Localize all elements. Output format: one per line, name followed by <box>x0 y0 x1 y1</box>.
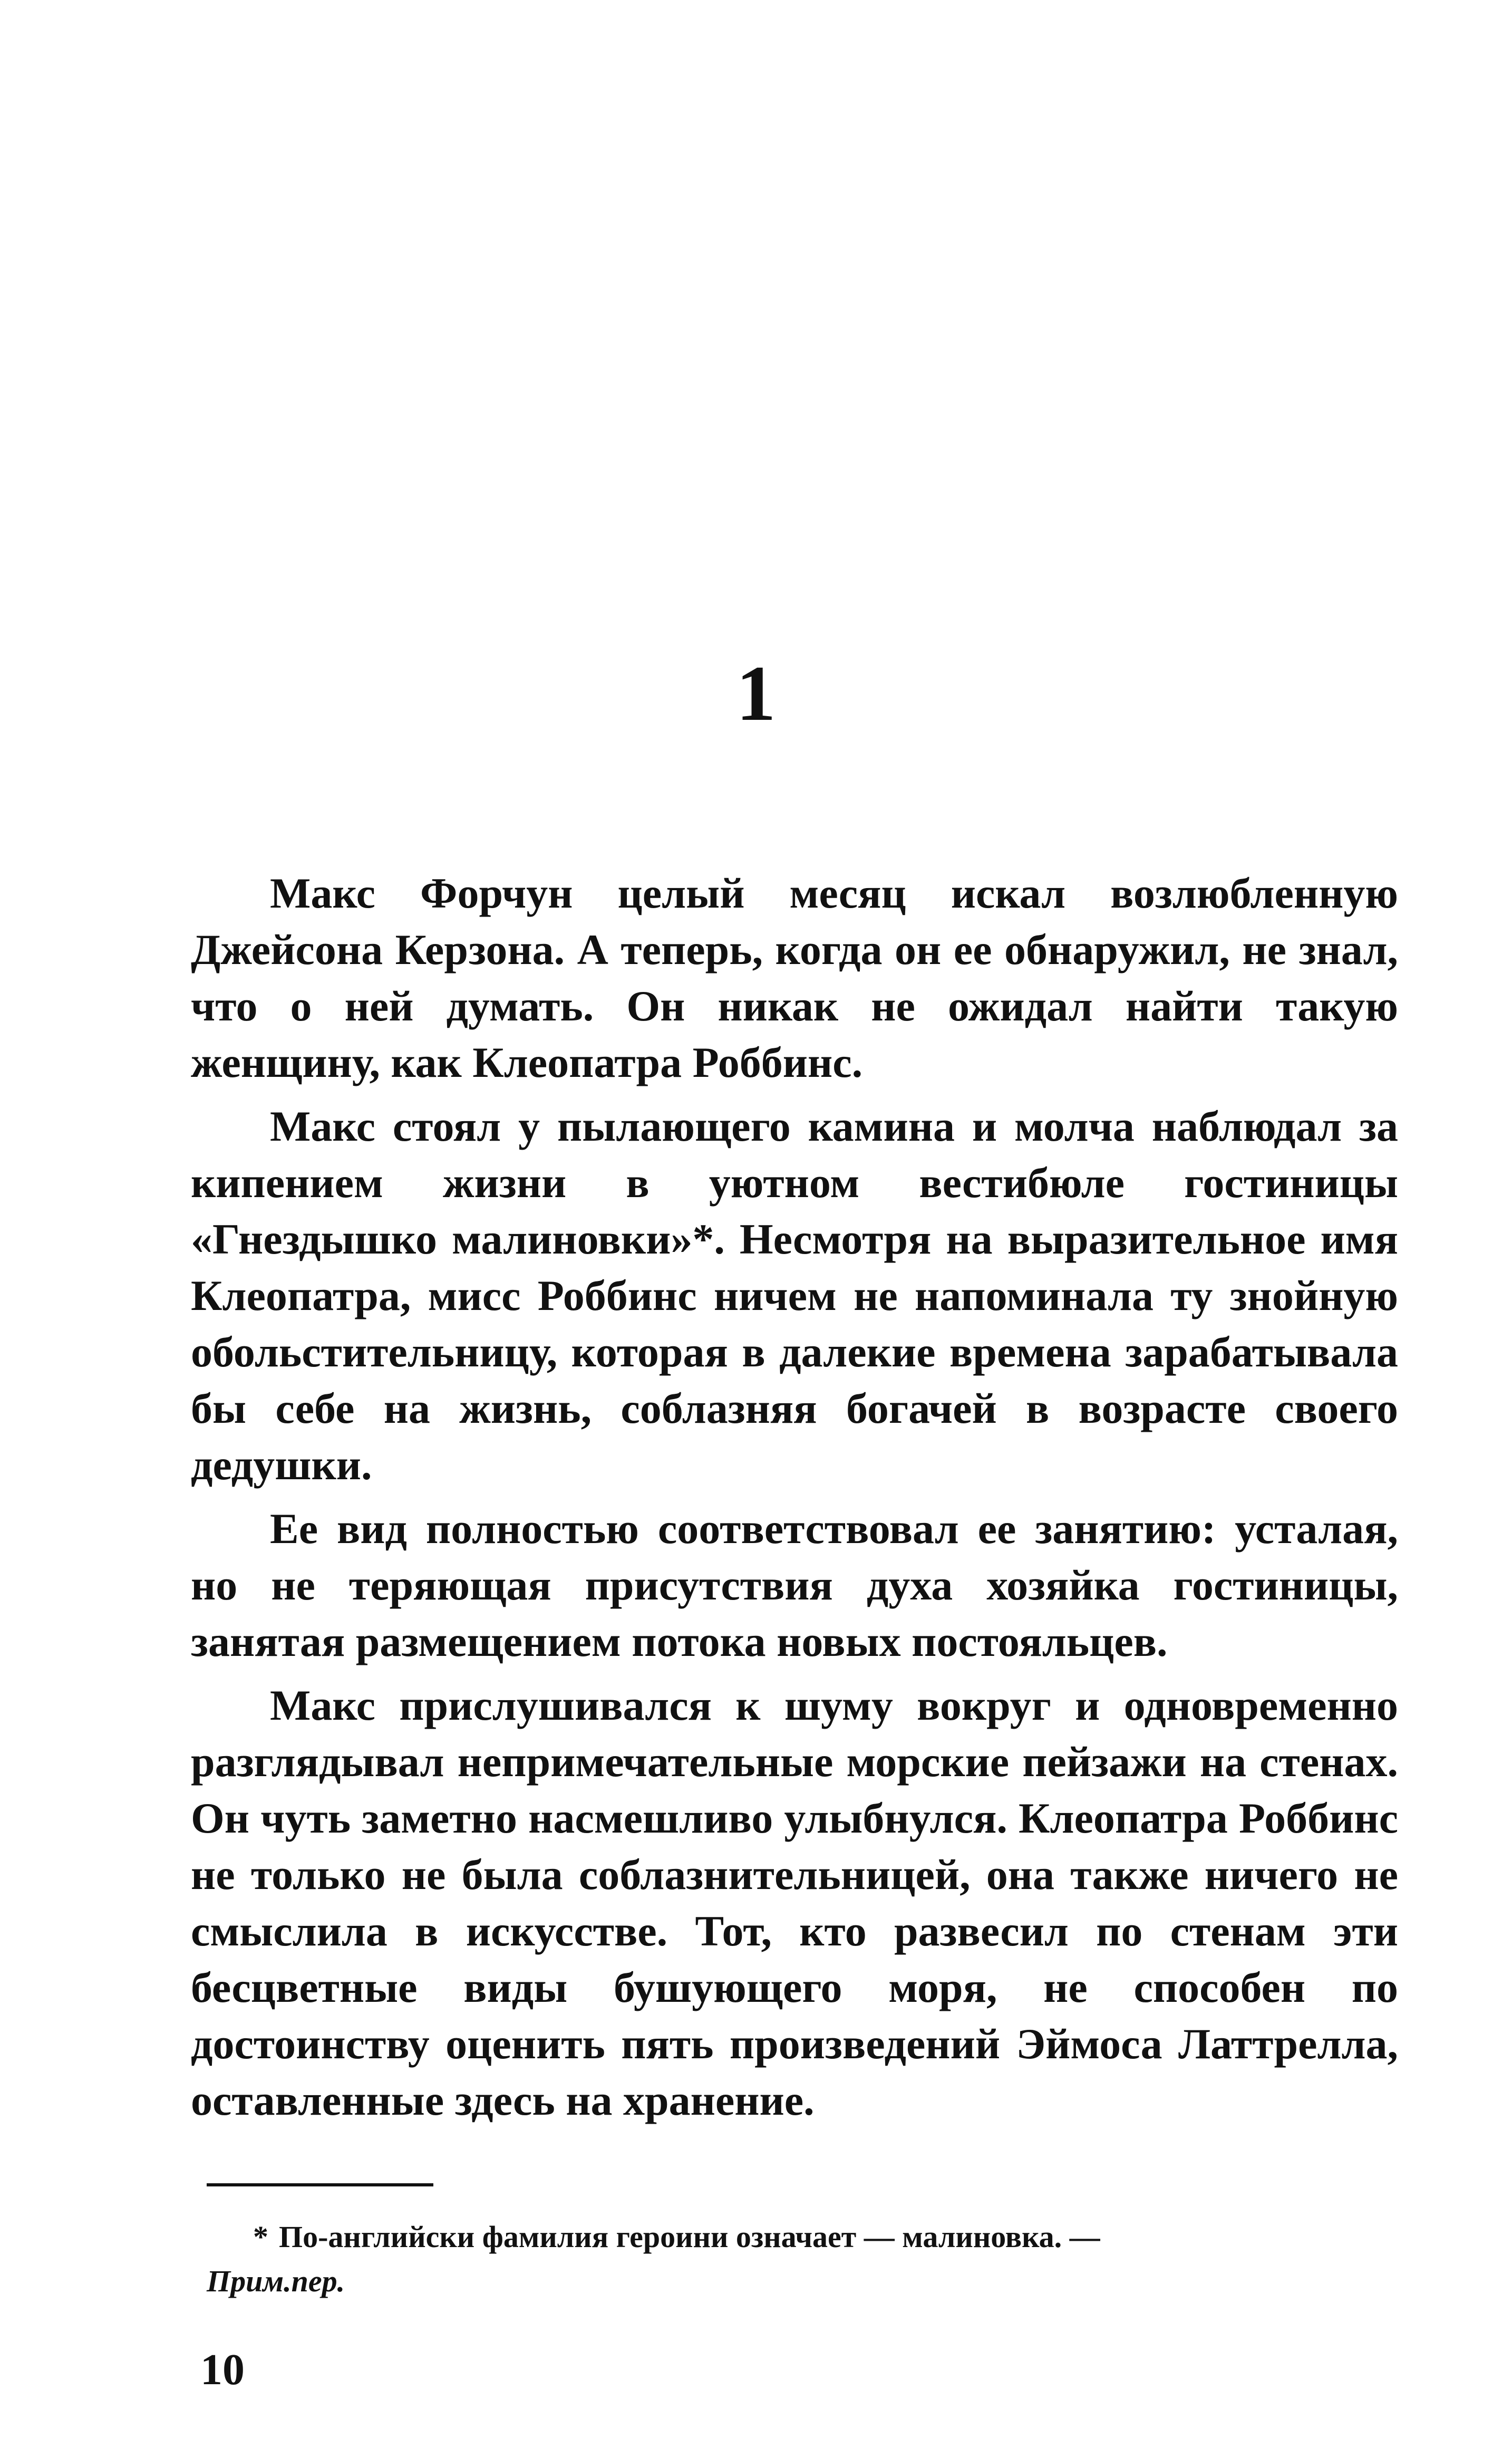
footnote-note-label: Прим.пер. <box>207 2264 345 2298</box>
paragraph: Ее вид полностью соответствовал ее занятию: усталая, но не теряющая присутствия духа хозяйка гостиницы, занятая размещением потока новых постояльцев. <box>191 1505 1398 1665</box>
footnote-mark: * <box>253 2220 268 2254</box>
paragraph: Макс прислушивался к шуму вокруг и одновременно разглядывал непримечательные морские пейзажи на стенах. Он чуть заметно насмешливо улыбнулся. Клеопатра Роббинс не только не была соблазнительницей, она также ничего не смыслила в искусстве. Тот, кто развесил по стенам эти бесцветные виды бушующего моря, не способен по достоинству оценить пять произведений Эймоса Латтрелла, оставленные здесь на хранение. <box>191 1681 1398 2124</box>
page-number: 10 <box>200 2345 245 2394</box>
chapter-number: 1 <box>736 650 776 737</box>
footnote <box>207 2215 1398 2304</box>
footnote-text: По-английски фамилия героини означает — малиновка. — <box>279 2220 1100 2254</box>
paragraph: Макс стоял у пылающего камина и молча наблюдал за кипением жизни в уютном вестибюле гостиницы «Гнездышко малиновки»*. Несмотря на выразительное имя Клеопатра, мисс Роббинс ничем не напоминала ту знойную обольстительницу, которая в далекие времена зарабатывала бы себе на жизнь, соблазняя богачей в возрасте своего дедушки. <box>191 1102 1398 1489</box>
chapter-body <box>191 865 1398 2136</box>
paragraph: Макс Форчун целый месяц искал возлюбленную Джейсона Керзона. А теперь, когда он ее обнаружил, не знал, что о ней думать. Он никак не ожидал найти такую женщину, как Клеопатра Роббинс. <box>191 869 1398 1086</box>
footnote-divider <box>207 2183 433 2186</box>
